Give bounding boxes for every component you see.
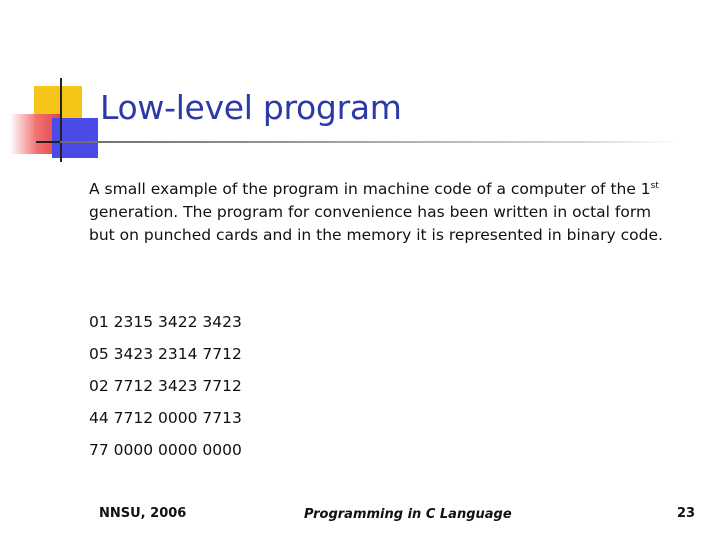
slide-logo-icon — [0, 0, 110, 170]
code-line-4: 44 7712 0000 7713 — [89, 409, 242, 427]
logo-vertical-line — [60, 78, 62, 162]
body-superscript: st — [650, 181, 659, 191]
code-line-3: 02 7712 3423 7712 — [89, 377, 242, 395]
logo-blue-square — [52, 118, 98, 158]
body-paragraph — [89, 178, 669, 247]
code-line-5: 77 0000 0000 0000 — [89, 441, 242, 459]
machine-code-block — [89, 306, 242, 466]
footer-course-title: Programming in C Language — [304, 507, 512, 522]
slide-title: Low-level program — [100, 88, 402, 127]
footer-organization: NNSU, 2006 — [99, 506, 187, 521]
body-text-part-1: A small example of the program in machine code of a computer of the 1 — [89, 180, 651, 198]
code-line-2: 05 3423 2314 7712 — [89, 345, 242, 363]
title-divider — [60, 141, 680, 143]
code-line-1: 01 2315 3422 3423 — [89, 313, 242, 331]
footer-page-number: 23 — [677, 506, 696, 521]
body-text-part-2: generation. The program for convenience has been written in octal form but on punched cards and in the memory it is represented in binary code. — [89, 203, 663, 244]
